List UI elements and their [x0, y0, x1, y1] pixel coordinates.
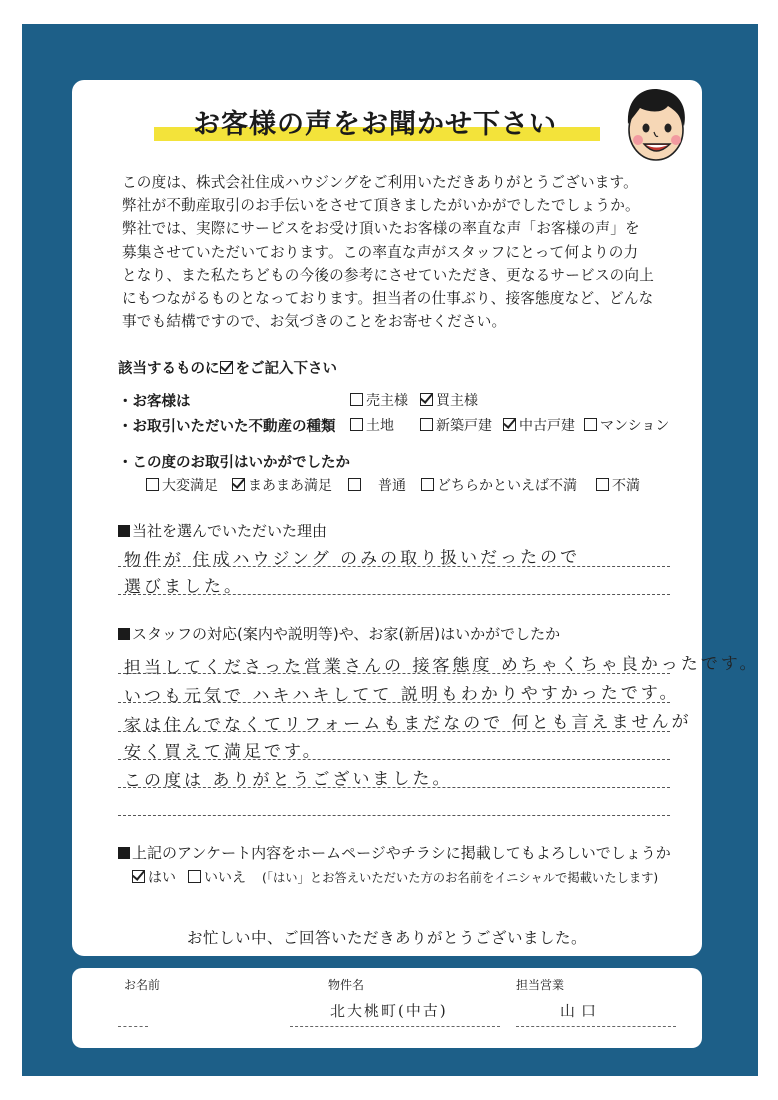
publish-note: (「はい」とお答えいただいた方のお名前をイニシャルで掲載いたします) [262, 871, 659, 885]
q3-option-dissatisfied[interactable]: 不満 [596, 475, 640, 495]
intro-line: 募集させていただいております。この率直な声がスタッフにとって何よりの力 [122, 243, 639, 261]
checkbox[interactable] [146, 478, 159, 491]
q3-option-somewhat-dissatisfied[interactable]: どちらかといえば不満 [421, 475, 577, 495]
answer-rule [118, 566, 670, 567]
publish-yes-option[interactable]: はい [132, 867, 176, 887]
name-label: お名前 [124, 978, 161, 992]
smiling-man-icon [618, 84, 692, 164]
property-field-rule [290, 1026, 500, 1027]
intro-line: 事でも結構ですので、お気づきのことをお寄せください。 [122, 313, 507, 331]
checkbox[interactable] [420, 418, 433, 431]
answer-rule [118, 594, 670, 595]
sample-checkbox [220, 361, 233, 374]
staff-answer-line: 担当してくださった営業さんの 接客態度 めちゃくちゃ良かったです。 [123, 653, 760, 679]
reason-answer-line: 物件が 住成ハウジング のみの取り扱いだったので [123, 547, 581, 571]
square-bullet-icon [118, 525, 130, 537]
answer-rule [118, 759, 670, 760]
staff-field-rule [516, 1026, 676, 1027]
intro-line: にもつながるものとなっております。担当者の仕事ぶり、接客態度など、どんな [122, 290, 654, 308]
reason-answer-line: 選びました。 [123, 576, 245, 598]
q2-option-land[interactable]: 土地 [350, 415, 394, 435]
title-block [150, 105, 600, 145]
checkbox[interactable] [232, 478, 245, 491]
q3-option-normal[interactable]: 普通 [348, 475, 406, 495]
checkbox[interactable] [350, 418, 363, 431]
reason-heading: 当社を選んでいただいた理由 [118, 520, 327, 541]
staff-answer-line: いつも元気で ハキハキしてて 説明もわかりやすかったです。 [123, 683, 680, 707]
thanks-message: お忙しい中、ご回答いただきありがとうございました。 [186, 929, 587, 947]
property-value: 北大桃町(中古) [329, 1001, 448, 1021]
answer-rule [118, 731, 670, 732]
q3-option-very-satisfied[interactable]: 大変満足 [146, 475, 218, 495]
instruction: 該当するものに をご記入下さい [118, 361, 337, 377]
checkbox[interactable] [596, 478, 609, 491]
answer-rule [118, 702, 670, 703]
staff-answer-line: 安く買えて満足です。 [123, 741, 323, 763]
q2-option-apartment[interactable]: マンション [584, 415, 669, 435]
checkbox[interactable] [350, 393, 363, 406]
q1-label: ・お客様は [118, 394, 191, 410]
publish-heading: 上記のアンケート内容をホームページやチラシに掲載してもよろしいでしょうか [118, 842, 671, 863]
checkbox[interactable] [348, 478, 361, 491]
checkbox[interactable] [503, 418, 516, 431]
staff-answer-line: この度は ありがとうございました。 [123, 768, 453, 792]
q3-option-fairly-satisfied[interactable]: まあまあ満足 [232, 475, 332, 495]
q2-option-used-house[interactable]: 中古戸建 [503, 415, 575, 435]
q2-option-new-house[interactable]: 新築戸建 [420, 415, 492, 435]
page-title: お客様の声をお聞かせ下さい [193, 109, 557, 140]
q1-option-seller[interactable]: 売主様 [350, 390, 408, 410]
staff-label: 担当営業 [516, 978, 565, 992]
intro-line: この度は、株式会社住成ハウジングをご利用いただきありがとうございます。 [122, 174, 638, 191]
checkbox[interactable] [132, 870, 145, 883]
staff-value: 山口 [559, 1001, 603, 1021]
intro-line: 弊社が不動産取引のお手伝いをさせて頂きましたがいかがでしたでしょうか。 [122, 197, 640, 215]
checkbox[interactable] [420, 393, 433, 406]
square-bullet-icon [118, 628, 130, 640]
q3-label: ・この度のお取引はいかがでしたか [118, 455, 350, 471]
intro-text [122, 171, 682, 333]
q1-option-buyer[interactable]: 買主様 [420, 390, 478, 410]
intro-line: となり、また私たちどもの今後の参考にさせていただき、更なるサービスの向上 [122, 266, 654, 284]
intro-line: 弊社では、実際にサービスをお受け頂いたお客様の率直な声「お客様の声」を [122, 220, 640, 238]
answer-rule [118, 787, 670, 788]
checkbox[interactable] [584, 418, 597, 431]
answer-rule [118, 673, 670, 674]
property-label: 物件名 [328, 978, 365, 992]
square-bullet-icon [118, 847, 130, 859]
staff-answer-line: 家は住んでなくてリフォームもまだなので 何とも言えませんが [123, 712, 692, 736]
publish-no-option[interactable]: いいえ [188, 867, 246, 887]
checkbox[interactable] [421, 478, 434, 491]
checkbox[interactable] [188, 870, 201, 883]
name-field-rule [118, 1026, 148, 1027]
staff-heading: スタッフの対応(案内や説明等)や、お家(新居)はいかがでしたか [118, 623, 560, 644]
q2-label: ・お取引いただいた不動産の種類 [118, 419, 336, 435]
answer-rule [118, 815, 670, 816]
